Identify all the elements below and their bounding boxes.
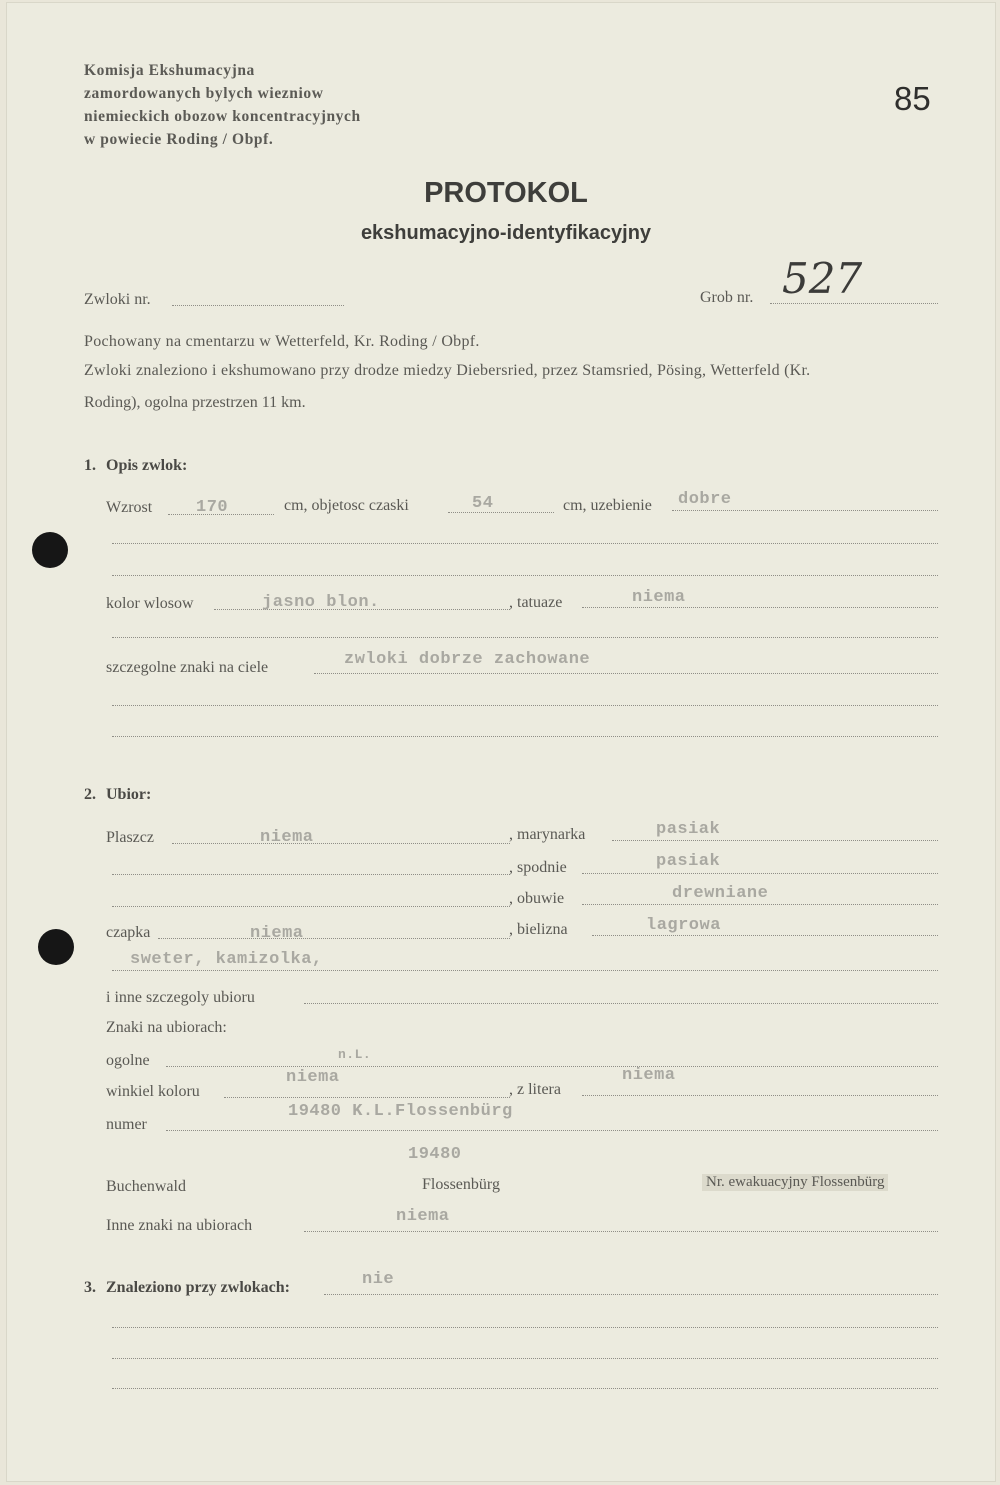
tatuaze-line	[582, 607, 938, 608]
zwloki-field-line	[172, 305, 344, 306]
burial-line-2: Zwloki znaleziono i ekshumowano przy drodze miedzy Diebersried, przez Stamsried, Pösing, Wetterfeld (Kr.	[84, 362, 811, 379]
bielizna-line	[592, 935, 938, 936]
section-1-number: 1.	[84, 457, 96, 474]
numer-value: 19480 K.L.Flossenbürg	[288, 1102, 513, 1121]
tatuaze-label: , tatuaze	[509, 594, 563, 611]
org-line-3: niemieckich obozow koncentracyjnych	[84, 108, 361, 125]
punch-hole	[32, 532, 68, 568]
flossenburg-number-value: 19480	[408, 1145, 462, 1164]
czapka-value: niema	[250, 924, 304, 943]
section-2-number: 2.	[84, 786, 96, 803]
winkiel-value: niema	[286, 1068, 340, 1087]
ewakuacyjny-label: Nr. ewakuacyjny Flossenbürg	[702, 1174, 888, 1191]
section-1-heading: Opis zwlok:	[106, 457, 188, 474]
inne-znaki-line	[304, 1231, 938, 1232]
page-number: 85	[894, 80, 931, 117]
org-line-2: zamordowanych bylych wiezniow	[84, 85, 324, 102]
inne-szczegoly-label: i inne szczegoly ubioru	[106, 989, 255, 1006]
ogolne-value: n.L.	[338, 1047, 372, 1062]
marynarka-value: pasiak	[656, 820, 721, 839]
litera-line	[582, 1095, 938, 1096]
inne-znaki-label: Inne znaki na ubiorach	[106, 1217, 253, 1234]
uzebienie-value: dobre	[678, 490, 732, 509]
plaszcz-label: Plaszcz	[106, 829, 154, 846]
spodnie-label: , spodnie	[509, 859, 567, 876]
blank-line	[112, 705, 938, 706]
extra-clothing-value: sweter, kamizolka,	[130, 950, 323, 969]
blank-line	[112, 1358, 938, 1359]
blank-line	[112, 736, 938, 737]
bielizna-value: lagrowa	[646, 916, 721, 935]
litera-value: niema	[622, 1066, 676, 1085]
section-3-heading: Znaleziono przy zwlokach:	[106, 1279, 290, 1296]
blank-line	[112, 1388, 938, 1389]
uzebienie-line	[672, 510, 938, 511]
section-3-line	[324, 1294, 938, 1295]
blank-line	[112, 970, 938, 971]
inne-znaki-value: niema	[396, 1207, 450, 1226]
blank-line	[112, 543, 938, 544]
czapka-line	[158, 938, 510, 939]
ogolne-line	[166, 1066, 938, 1067]
blank-line	[112, 637, 938, 638]
org-line-4: w powiecie Roding / Obpf.	[84, 131, 274, 148]
wlosy-value: jasno blon.	[262, 593, 380, 612]
numer-label: numer	[106, 1116, 147, 1133]
obuwie-value: drewniane	[672, 884, 769, 903]
winkiel-label: winkiel koloru	[106, 1083, 200, 1100]
grob-label: Grob nr.	[700, 289, 754, 306]
wzrost-value: 170	[196, 498, 229, 517]
znaki-line	[314, 673, 938, 674]
ogolne-label: ogolne	[106, 1052, 150, 1069]
section-3-number: 3.	[84, 1279, 96, 1296]
burial-line-3: Roding), ogolna przestrzen 11 km.	[84, 394, 306, 411]
znaki-value: zwloki dobrze zachowane	[344, 650, 591, 669]
wzrost-label: Wzrost	[106, 499, 153, 516]
plaszcz-line	[172, 843, 510, 844]
spodnie-line	[582, 873, 938, 874]
grob-field-line	[770, 303, 938, 304]
wlosy-label: kolor wlosow	[106, 595, 194, 612]
plaszcz-value: niema	[260, 828, 314, 847]
czaszka-line	[448, 512, 554, 513]
blank-line	[112, 874, 510, 875]
document-page	[6, 2, 996, 1482]
obuwie-line	[582, 904, 938, 905]
bielizna-label: , bielizna	[509, 921, 568, 938]
blank-line	[112, 1327, 938, 1328]
znaki-label: szczegolne znaki na ciele	[106, 659, 269, 676]
spodnie-value: pasiak	[656, 852, 721, 871]
grob-number-handwritten: 527	[782, 254, 863, 303]
flossenburg-label: Flossenbürg	[422, 1176, 500, 1193]
numer-line	[166, 1130, 938, 1131]
inne-szczegoly-line	[304, 1003, 938, 1004]
marynarka-line	[612, 840, 938, 841]
org-line-1: Komisja Ekshumacyjna	[84, 62, 255, 79]
zwloki-label: Zwloki nr.	[84, 291, 151, 308]
litera-label: , z litera	[509, 1081, 561, 1098]
tatuaze-value: niema	[632, 588, 686, 607]
cm-uzebienie-label: cm, uzebienie	[563, 497, 652, 514]
obuwie-label: , obuwie	[509, 890, 565, 907]
winkiel-line	[224, 1097, 510, 1098]
burial-line-1: Pochowany na cmentarzu w Wetterfeld, Kr. Roding / Obpf.	[84, 333, 480, 350]
buchenwald-label: Buchenwald	[106, 1178, 186, 1195]
czapka-label: czapka	[106, 924, 151, 941]
page-subtitle: ekshumacyjno-identyfikacyjny	[360, 222, 652, 244]
punch-hole	[38, 929, 74, 965]
blank-line	[112, 575, 938, 576]
marynarka-label: , marynarka	[509, 826, 586, 843]
cm-czaszka-label: cm, objetosc czaski	[284, 497, 409, 514]
blank-line	[112, 906, 510, 907]
czaszka-value: 54	[472, 494, 494, 513]
section-2-heading: Ubior:	[106, 786, 152, 803]
page-title: PROTOKOL	[424, 177, 588, 209]
section-3-value: nie	[362, 1270, 395, 1289]
znaki-ubiory-label: Znaki na ubiorach:	[106, 1019, 227, 1036]
